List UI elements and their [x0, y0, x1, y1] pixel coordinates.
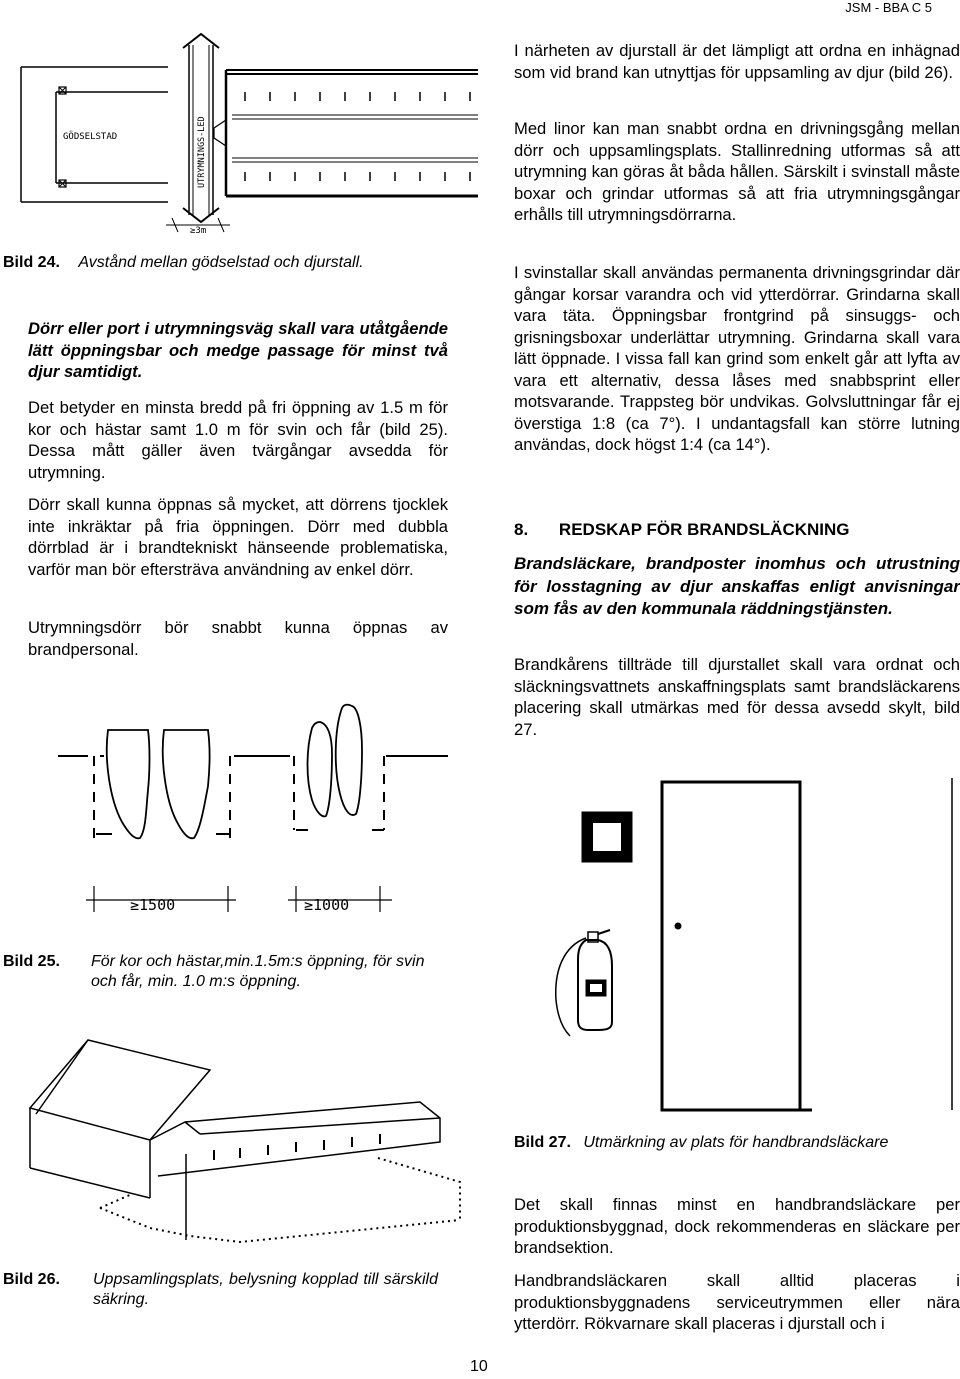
right-paragraph-6: Det skall finnas minst en handbrandsläckare per produktionsbyggnad, dock rekommenderas en släckare per brandsektion. — [514, 1195, 960, 1257]
right-paragraph-3: I svinstallar skall användas permanenta drivningsgrindar där gångar korsar varandra och vid ytterdörrar. Grindarna skall vara täta. Öppningsbar frontgrind på sinsuggs- och grisningsboxar underlättar utrymning. Grindarna skall vara lätt öppnade. I vissa fall kan grind som enkelt går att lyfta av vara ett alternativ, dessa låses med snabbsprint eller motsvarande. Trappsteg bör undvikas. Golvsluttningar får ej överstiga 1:8 (ca 7°). I undantagsfall kan större lutning användas, dock högst 1:4 (ca 14°). — [514, 263, 960, 454]
right-paragraph-2: Med linor kan man snabbt ordna en drivningsgång mellan dörr och uppsamlingsplats. Stallinredning utformas så att utrymning kan göras åt båda hållen. Särskilt i svinstall måste boxar och grindar utformas så att fria utrymningsgångar erhålls till utrymningsdörrarna. — [514, 119, 960, 224]
figure-26-caption: Uppsamlingsplats, belysning kopplad till särskild säkring. — [93, 1271, 438, 1308]
right-paragraph-5: Brandkårens tillträde till djurstallet skall vara ordnat och släckningsvattnets anskaffningsplats samt brandsläckarens placering skall utmärkas med för dessa avsedd skylt, bild 27. — [514, 655, 960, 739]
figure-25-caption: För kor och hästar,min.1.5m:s öppning, för svin och får, min. 1.0 m:s öppning. — [91, 953, 425, 990]
figure-25-door-widths — [0, 690, 480, 930]
section-number: 8. — [514, 520, 529, 539]
figure-27-caption-number: Bild 27. — [514, 1134, 571, 1151]
figure-25-caption-number: Bild 25. — [3, 953, 60, 970]
section-title: REDSKAP FÖR BRANDSLÄCKNING — [558, 520, 850, 539]
figure-24-caption-number: Bild 24. — [3, 254, 60, 271]
escape-route-label: UTRYMNINGS-LED — [197, 116, 207, 188]
figure-24-caption: Avstånd mellan gödselstad och djurstall. — [78, 254, 364, 271]
page-number: 10 — [470, 1358, 488, 1375]
cattle-width-label: ≥1500 — [130, 896, 176, 914]
figure-26-assembly-area — [0, 1030, 480, 1260]
left-paragraph-4: Utrymningsdörr bör snabbt kunna öppnas av brandpersonal. — [28, 618, 448, 659]
dung-yard-label: GÖDSELSTAD — [63, 132, 118, 142]
right-paragraph-1: I närheten av djurstall är det lämpligt att ordna en inhägnad som vid brand kan utnyttjas för uppsamling av djur (bild 26). — [514, 41, 960, 82]
left-paragraph-3: Dörr skall kunna öppnas så mycket, att dörrens tjocklek inte inkräktar på fria öppningen. Dörr med dubbla dörrblad är i brandtekniskt hänseende problematiska, varför man bör eftersträva användning av enkel dörr. — [28, 495, 448, 579]
figure-26-caption-number: Bild 26. — [3, 1271, 60, 1288]
right-paragraph-4: Brandsläckare, brandposter inomhus och utrustning för losstagning av djur anskaffas enligt anvisningar som fås av den kommunala räddningstjänsten. — [514, 554, 960, 618]
distance-label: ≥3m — [190, 226, 207, 236]
figure-27-extinguisher-sign — [500, 760, 960, 1120]
left-paragraph-2: Det betyder en minsta bredd på fri öppning av 1.5 m för kor och hästar samt 1.0 m för svin och får (bild 25). Dessa mått gäller även tvärgångar avsedda för utrymning. — [28, 398, 448, 482]
pig-width-label: ≥1000 — [304, 896, 350, 914]
figure-24-site-plan — [0, 0, 480, 240]
right-paragraph-7: Handbrandsläckaren skall alltid placeras i produktionsbyggnadens serviceutrymmen eller nära ytterdörr. Rökvarnare skall placeras i djurstall och i — [514, 1271, 960, 1333]
figure-27-caption: Utmärkning av plats för handbrandsläckare — [583, 1134, 889, 1151]
page-header: JSM - BBA C 5 — [845, 0, 932, 15]
left-paragraph-1: Dörr eller port i utrymningsväg skall vara utåtgående lätt öppningsbar och medge passage för minst två djur samtidigt. — [28, 319, 448, 381]
